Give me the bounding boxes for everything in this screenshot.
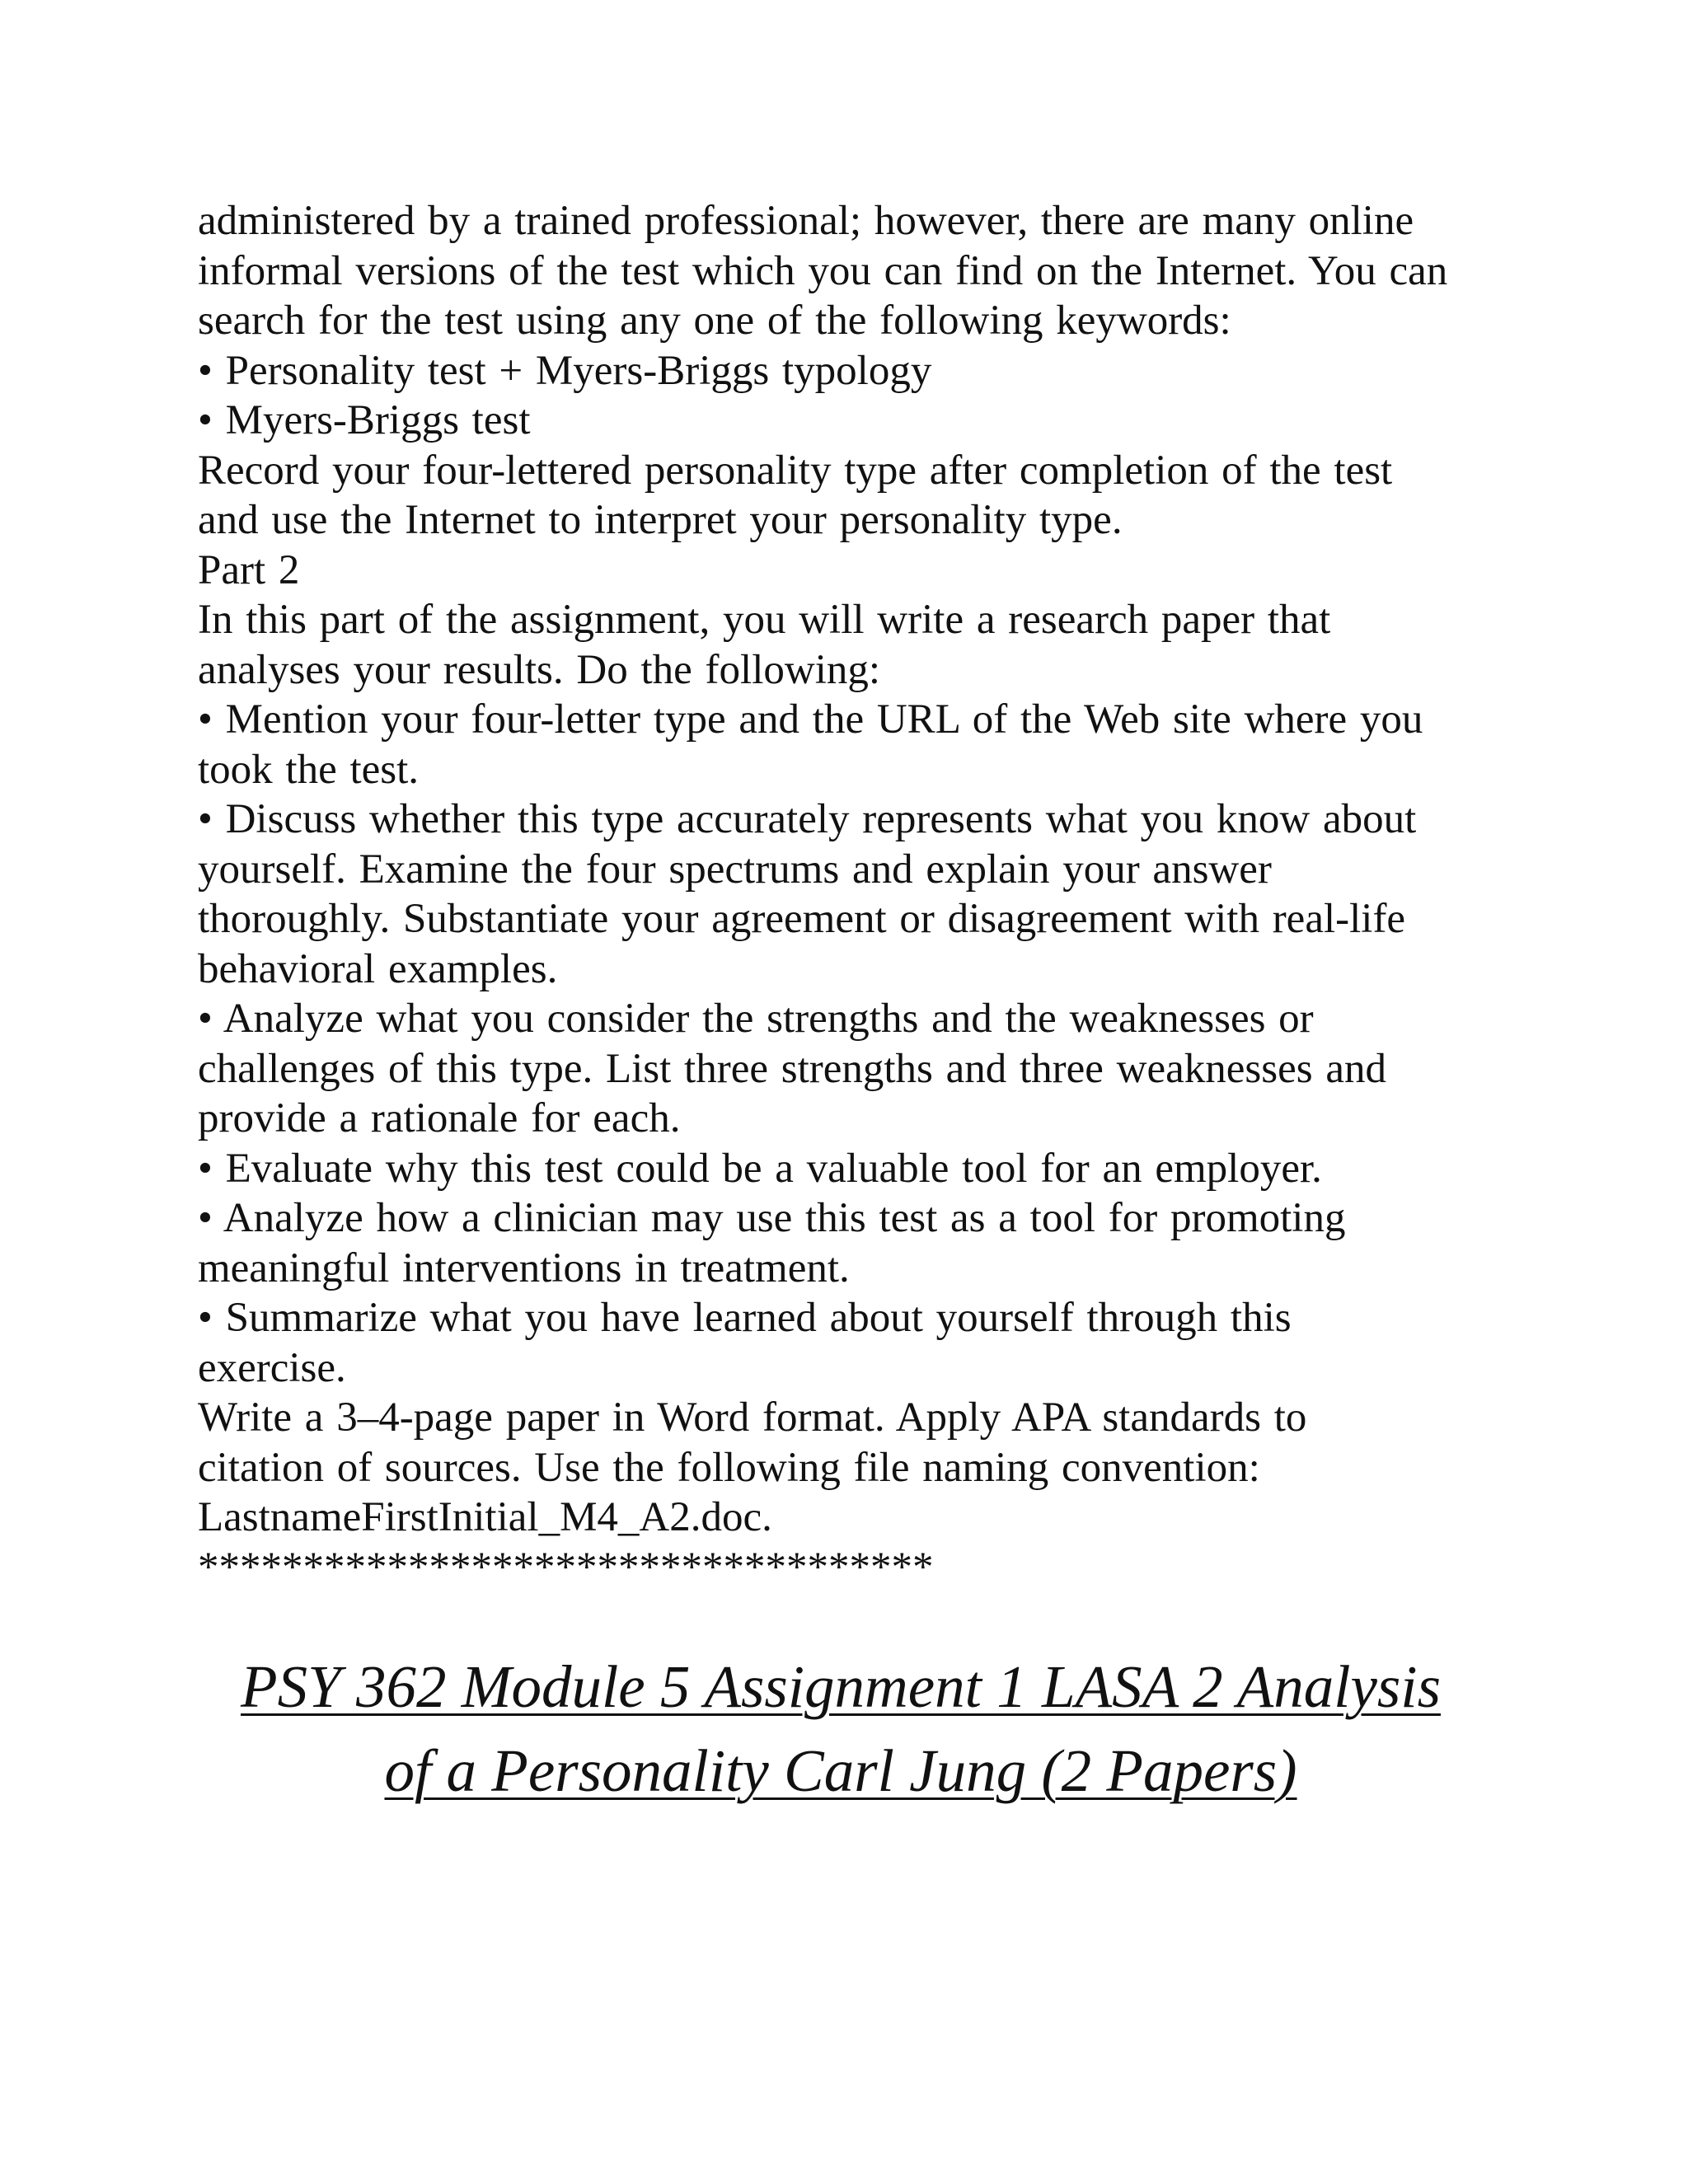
text-line: meaningful interventions in treatment. [198,1244,850,1291]
bullet-keyword: • Myers-Briggs test [198,397,531,443]
text-line: provide a rationale for each. [198,1095,681,1141]
text-line: and use the Internet to interpret your personality type. [198,497,1123,543]
bullet-item: • Discuss whether this type accurately represents what you know about [198,796,1417,842]
text-line: analyses your results. Do the following: [198,646,881,693]
document-heading [198,1645,1484,1813]
text-line: Record your four-lettered personality type after completion of the test [198,447,1393,494]
text-line: took the test. [198,746,420,793]
bullet-item: • Summarize what you have learned about yourself through this [198,1295,1292,1341]
text-line: behavioral examples. [198,945,558,992]
section-label: Part 2 [198,546,300,593]
text-line: citation of sources. Use the following file naming convention: [198,1444,1260,1491]
text-line: In this part of the assignment, you will write a research paper that [198,597,1331,643]
text-line: search for the test using any one of the following keywords: [198,298,1231,344]
text-line: administered by a trained professional; however, there are many online [198,198,1414,244]
text-line: exercise. [198,1344,346,1391]
bullet-item: • Analyze how a clinician may use this test as a tool for promoting [198,1195,1346,1241]
text-line: yourself. Examine the four spectrums and explain your answer [198,846,1272,893]
bullet-item: • Evaluate why this test could be a valuable tool for an employer. [198,1145,1322,1192]
text-line: informal versions of the test which you can find on the Internet. You can [198,247,1448,294]
bullet-item: • Analyze what you consider the strengths and the weaknesses or [198,996,1314,1042]
bullet-keyword: • Personality test + Myers-Briggs typology [198,347,932,394]
text-line: Write a 3–4-page paper in Word format. Apply APA standards to [198,1394,1307,1441]
assignment-text [198,196,1533,1592]
text-line: challenges of this type. List three strengths and three weaknesses and [198,1045,1386,1092]
heading-line: of a Personality Carl Jung (2 Papers) [384,1737,1297,1804]
bullet-item: • Mention your four-letter type and the URL of the Web site where you [198,696,1423,743]
text-line: thoroughly. Substantiate your agreement or disagreement with real-life [198,896,1406,942]
file-name-convention: LastnameFirstInitial_M4_A2.doc. [198,1494,772,1540]
asterisk-divider: *********************************** [198,1544,934,1591]
heading-line: PSY 362 Module 5 Assignment 1 LASA 2 Analysis [241,1653,1441,1720]
